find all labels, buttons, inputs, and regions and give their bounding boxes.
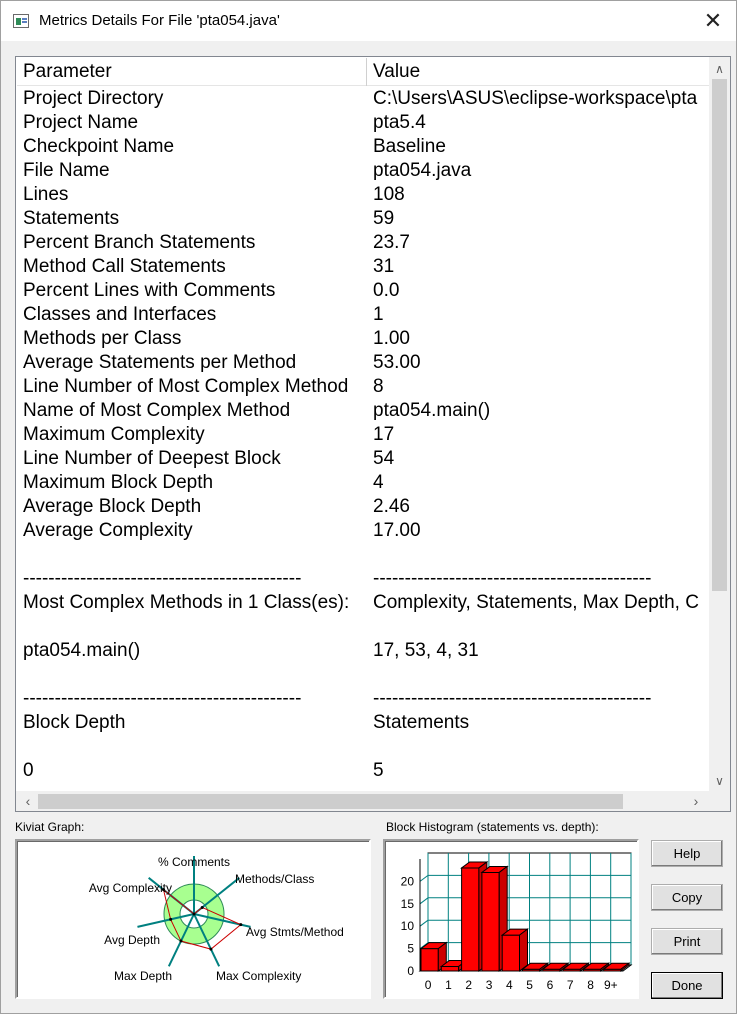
table-row[interactable] [17,519,709,543]
histogram-x-tick: 7 [566,978,574,992]
histogram-grid-line [420,875,428,881]
column-header-value[interactable]: Value [373,61,421,82]
histogram-x-tick: 6 [546,978,554,992]
parameter-cell: Name of Most Complex Method [23,400,291,421]
vertical-scroll-thumb[interactable] [712,79,727,591]
histogram-grid-line [420,898,428,904]
table-row[interactable] [17,303,709,327]
parameter-cell: -------------------------------------------- [23,688,302,709]
print-button[interactable]: Print [651,928,723,955]
scroll-up-icon[interactable]: ∧ [715,62,724,76]
table-row[interactable] [17,135,709,159]
close-icon[interactable]: ✕ [703,8,723,33]
value-cell: 54 [373,448,395,469]
table-row[interactable] [17,447,709,471]
list-rows [17,87,709,795]
histogram-y-tick: 10 [400,919,414,934]
table-row[interactable] [17,639,709,663]
kiviat-axis-label: Avg Stmts/Method [246,925,344,939]
value-cell: pta5.4 [373,112,426,133]
kiviat-point [201,906,204,909]
scrollbar-corner [709,791,730,811]
value-cell: pta054.java [373,160,472,181]
horizontal-scroll-thumb[interactable] [38,794,623,809]
histogram-x-tick: 5 [526,978,533,992]
parameter-cell: Lines [23,184,69,205]
histogram-y-tick: 20 [400,874,414,889]
parameter-cell: -------------------------------------------- [23,568,302,589]
value-cell: 53.00 [373,352,421,373]
histogram-bar [482,872,499,971]
table-row[interactable] [17,327,709,351]
parameter-cell: Percent Branch Statements [23,232,256,253]
kiviat-point [209,948,212,951]
horizontal-scrollbar[interactable] [16,791,730,811]
value-cell: 17, 53, 4, 31 [373,640,479,661]
parameter-cell: Most Complex Methods in 1 Class(es): [23,592,350,613]
table-row[interactable] [17,351,709,375]
value-cell: 31 [373,256,395,277]
parameter-cell: Project Directory [23,88,164,109]
parameter-cell: Percent Lines with Comments [23,280,276,301]
table-row[interactable] [17,87,709,111]
histogram-x-tick: 1 [445,978,452,992]
value-cell: 0.0 [373,280,400,301]
parameter-cell: Average Complexity [23,520,193,541]
parameter-cell: Line Number of Most Complex Method [23,376,349,397]
parameter-cell: 0 [23,760,34,781]
table-row[interactable] [17,183,709,207]
parameter-cell: Project Name [23,112,139,133]
histogram-x-tick: 0 [424,978,432,992]
kiviat-point [169,918,172,921]
table-row[interactable] [17,591,709,615]
histogram-x-tick: 9+ [604,978,618,992]
scroll-left-icon[interactable]: ‹ [25,793,31,809]
table-row[interactable] [17,375,709,399]
kiviat-graph [15,839,371,999]
window-title: Metrics Details For File 'pta054.java' [39,12,280,29]
histogram-grid-line [420,920,428,926]
histogram-x-tick: 2 [465,978,473,992]
parameter-cell: Methods per Class [23,328,182,349]
histogram-caption: Block Histogram (statements vs. depth): [386,820,599,834]
value-cell: -------------------------------------------- [373,688,652,709]
histogram-x-tick: 8 [587,978,594,992]
table-row[interactable] [17,711,709,735]
histogram-bar-side [520,929,528,971]
vertical-scrollbar[interactable] [709,57,730,793]
parameter-cell: Average Block Depth [23,496,202,517]
metrics-list[interactable] [15,56,731,812]
histogram-y-tick: 5 [407,941,414,956]
parameter-cell: pta054.main() [23,640,141,661]
help-button[interactable]: Help [651,840,723,867]
value-cell: -------------------------------------------- [373,568,652,589]
histogram-x-tick: 4 [506,978,513,992]
value-cell: C:\Users\ASUS\eclipse-workspace\pta [373,88,698,109]
kiviat-point [239,923,242,926]
value-cell: 17.00 [373,520,421,541]
value-cell: 8 [373,376,384,397]
table-row[interactable] [17,255,709,279]
table-row[interactable] [17,735,709,759]
kiviat-axis-label: Avg Depth [104,933,160,947]
table-row[interactable] [17,159,709,183]
table-row[interactable] [17,231,709,255]
table-row[interactable] [17,279,709,303]
value-cell: pta054.main() [373,400,491,421]
value-cell: 23.7 [373,232,410,253]
histogram-x-tick: 3 [485,978,493,992]
value-cell: 5 [373,760,384,781]
parameter-cell: Statements [23,208,120,229]
scroll-down-icon[interactable]: ∨ [715,774,724,788]
table-row[interactable] [17,495,709,519]
title-bar [1,1,736,41]
table-row[interactable] [17,615,709,639]
table-row[interactable] [17,111,709,135]
value-cell: 1.00 [373,328,410,349]
table-row[interactable] [17,423,709,447]
parameter-cell: Maximum Complexity [23,424,205,445]
parameter-cell: Checkpoint Name [23,136,175,157]
histogram-bar [502,935,519,971]
value-cell: Complexity, Statements, Max Depth, C [373,592,699,613]
value-cell: Statements [373,712,470,733]
histogram-bar [441,967,458,971]
value-cell: 108 [373,184,405,205]
histogram-y-tick: 15 [400,896,414,911]
table-row[interactable] [17,663,709,687]
value-cell: 59 [373,208,395,229]
block-histogram [383,839,639,999]
parameter-cell: File Name [23,160,110,181]
kiviat-caption: Kiviat Graph: [15,820,85,834]
value-cell: 2.46 [373,496,410,517]
done-button[interactable]: Done [651,972,723,999]
kiviat-axis-label: Max Depth [113,969,172,983]
histogram-y-tick: 0 [407,964,414,978]
histogram-bar [421,949,438,971]
table-row[interactable] [17,759,709,783]
parameter-cell: Method Call Statements [23,256,226,277]
value-cell: 17 [373,424,395,445]
table-row[interactable] [17,543,709,567]
app-icon [13,14,29,28]
value-cell: 1 [373,304,384,325]
kiviat-point [193,913,196,916]
histogram-bar [462,868,479,971]
parameter-cell: Maximum Block Depth [23,472,214,493]
scroll-right-icon[interactable]: › [693,793,699,809]
column-header-parameter[interactable]: Parameter [17,58,367,86]
table-row[interactable] [17,471,709,495]
table-row[interactable] [17,207,709,231]
kiviat-axis-label: Max Complexity [216,969,302,983]
table-row[interactable] [17,567,709,591]
table-row[interactable] [17,399,709,423]
table-row[interactable] [17,687,709,711]
copy-button[interactable]: Copy [651,884,723,911]
histogram-chart [385,841,637,997]
parameter-cell: Block Depth [23,712,126,733]
value-cell: Baseline [373,136,446,157]
parameter-cell: Line Number of Deepest Block [23,448,281,469]
kiviat-axis-label: Avg Complexity [88,881,172,895]
kiviat-axis-label: Methods/Class [235,872,315,886]
kiviat-axis-label: % Comments [157,855,231,869]
parameter-cell: Classes and Interfaces [23,304,217,325]
kiviat-chart [17,841,369,997]
value-cell: 4 [373,472,384,493]
kiviat-point [179,940,182,943]
parameter-cell: Average Statements per Method [23,352,297,373]
list-header [17,58,709,86]
